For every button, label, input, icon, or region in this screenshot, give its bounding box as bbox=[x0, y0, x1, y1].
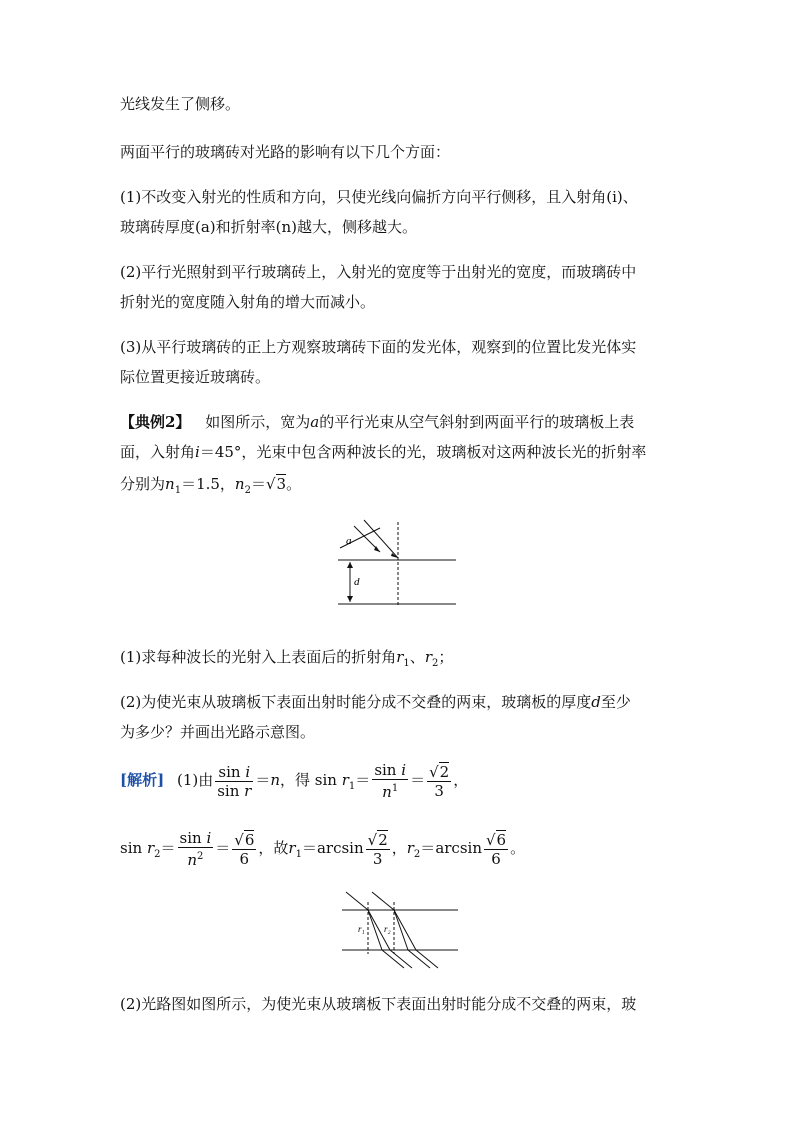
incident-ray-2 bbox=[364, 520, 398, 558]
den-3: 3 bbox=[372, 849, 383, 868]
item2-line-1: (2)平行光照射到平行玻璃砖上，入射光的宽度等于出射光的宽度，而玻璃砖中 bbox=[120, 263, 637, 281]
fraction-root6-6: $\frac{√6}{6}$ bbox=[234, 830, 255, 868]
var-r: r bbox=[341, 771, 349, 789]
example-text: ＝45°，光束中包含两种波长的光，玻璃板对这两种波长光的折射率 bbox=[199, 443, 647, 461]
var-i: i bbox=[206, 829, 212, 847]
example-line-2 bbox=[120, 436, 680, 468]
sub: 1 bbox=[295, 849, 302, 860]
var-r: r bbox=[424, 648, 432, 666]
var-r: r bbox=[396, 648, 404, 666]
n1-value: ＝1.5， bbox=[181, 475, 235, 493]
incident-ray-2 bbox=[372, 892, 394, 910]
sqrt-3: 3 bbox=[276, 475, 287, 493]
question-1 bbox=[120, 641, 680, 680]
item2-line-2: 折射光的宽度随入射角的增大而减小。 bbox=[120, 293, 376, 311]
sep: ， bbox=[453, 771, 469, 789]
sup: 1 bbox=[391, 783, 399, 794]
solution-text: (1)由 bbox=[176, 771, 214, 789]
arrowhead bbox=[347, 562, 353, 568]
solution-text: ，故 bbox=[258, 839, 289, 857]
var-a: a bbox=[310, 413, 320, 431]
sub: 1 bbox=[174, 485, 182, 496]
sin: sin bbox=[374, 761, 397, 779]
intro-line-2: 两面平行的玻璃砖对光路的影响有以下几个方面： bbox=[120, 143, 451, 161]
example-text: 如图所示，宽为 bbox=[205, 413, 311, 431]
eq: ＝ bbox=[160, 839, 176, 857]
fraction-sini-n1 bbox=[372, 761, 408, 801]
solution-line-1 bbox=[120, 760, 680, 807]
sqrt-2: 2 bbox=[439, 762, 450, 781]
period: 。 bbox=[510, 839, 526, 857]
var-n: n bbox=[382, 783, 392, 801]
solution-tag: [解析] bbox=[120, 771, 165, 789]
var-r: r bbox=[406, 839, 414, 857]
label-r2: r₂ bbox=[384, 924, 391, 934]
sin: sin bbox=[120, 839, 143, 857]
arcsin: arcsin bbox=[316, 839, 364, 857]
incident-ray-1 bbox=[346, 892, 368, 910]
var-d: d bbox=[591, 693, 601, 711]
den-6: 6 bbox=[239, 849, 250, 868]
sep: 、 bbox=[409, 648, 425, 666]
example-tag: 【典例2】 bbox=[120, 413, 191, 431]
figure-glass-slab bbox=[330, 518, 460, 610]
var-n1: n bbox=[165, 475, 175, 493]
period: 。 bbox=[286, 475, 302, 493]
example-text: 分别为 bbox=[120, 475, 166, 493]
label-d: d bbox=[354, 576, 360, 588]
var-n: n bbox=[187, 851, 198, 869]
sub: 2 bbox=[413, 849, 421, 860]
eq: ＝ bbox=[301, 839, 317, 857]
var-r: r bbox=[244, 781, 252, 800]
fraction-root2-3: $\frac{√2}{3}$ bbox=[367, 830, 388, 868]
sub: 1 bbox=[348, 781, 356, 792]
question-text: 至少 bbox=[600, 693, 631, 711]
var-n2: n bbox=[234, 475, 245, 493]
refracted-ray-2b bbox=[394, 910, 416, 950]
var-i: i bbox=[401, 761, 407, 779]
var-i: i bbox=[245, 762, 251, 781]
eq: ＝ bbox=[255, 771, 271, 789]
sub: 2 bbox=[244, 485, 251, 496]
sqrt-6: 6 bbox=[496, 830, 507, 849]
sup: 2 bbox=[197, 851, 204, 862]
item1-line-2: 玻璃砖厚度(a)和折射率(n)越大，侧移越大。 bbox=[120, 218, 418, 236]
fraction-sini-n2 bbox=[178, 829, 214, 869]
intro-line-1: 光线发生了侧移。 bbox=[120, 95, 241, 113]
arrowhead bbox=[347, 596, 353, 602]
label-a: a bbox=[346, 535, 352, 547]
example-line-3: 分别为$n_1=1.5$，$n_2=√3$。 bbox=[120, 475, 302, 496]
example-text: 的平行光束从空气斜射到两面平行的玻璃板上表 bbox=[319, 413, 635, 431]
sub: 1 bbox=[403, 658, 410, 669]
fraction-root2-3: $\frac{√2}{3}$ bbox=[429, 762, 450, 800]
sqrt-6: 6 bbox=[244, 830, 255, 849]
refracted-ray-1a bbox=[368, 910, 382, 950]
question-text: (2)为使光束从玻璃板下表面出射时能分成不交叠的两束，玻璃板的厚度 bbox=[120, 693, 592, 711]
fraction-root6-6: $\frac{√6}{6}$ bbox=[485, 830, 507, 868]
refracted-ray-2a bbox=[394, 910, 408, 950]
sep: ； bbox=[438, 648, 454, 666]
example-text: 面，入射角 bbox=[120, 443, 196, 461]
sep: ， bbox=[391, 839, 407, 857]
question-text: (1)求每种波长的光射入上表面后的折射角 bbox=[120, 648, 397, 666]
sqrt-2: 2 bbox=[378, 830, 388, 849]
den-3: 3 bbox=[434, 781, 444, 800]
question-2-line-2: 为多少？并画出光路示意图。 bbox=[120, 723, 316, 741]
sub: 2 bbox=[154, 849, 161, 860]
eq: ＝ bbox=[420, 839, 436, 857]
item1-line-1: (1)不改变入射光的性质和方向，只使光线向偏折方向平行侧移，且入射角(i)、 bbox=[120, 188, 638, 206]
var-r: r bbox=[146, 839, 155, 857]
fraction-sini-sinr bbox=[215, 763, 253, 800]
eq: ＝ bbox=[215, 839, 231, 857]
example-line-1 bbox=[120, 406, 680, 438]
sin: sin bbox=[179, 829, 202, 847]
eq: ＝ bbox=[250, 475, 266, 493]
label-r1: r₁ bbox=[358, 924, 365, 934]
den-6: 6 bbox=[491, 849, 501, 868]
figure-light-path bbox=[338, 888, 464, 972]
var-r: r bbox=[288, 839, 296, 857]
solution-line-2 bbox=[120, 828, 680, 875]
eq: ＝ bbox=[410, 771, 426, 789]
item3-line-1: (3)从平行玻璃砖的正上方观察玻璃砖下面的发光体，观察到的位置比发光体实 bbox=[120, 338, 637, 356]
question-2-line-1 bbox=[120, 686, 680, 718]
sub: 2 bbox=[431, 658, 439, 669]
sin: sin bbox=[217, 781, 240, 800]
item3-line-2: 际位置更接近玻璃砖。 bbox=[120, 368, 271, 386]
arcsin: arcsin bbox=[435, 839, 482, 857]
sin: sin bbox=[218, 762, 241, 781]
var-n: n bbox=[270, 771, 281, 789]
eq: ＝ bbox=[355, 771, 371, 789]
solution-text: ，得 sin bbox=[280, 771, 337, 789]
var-i: i bbox=[195, 443, 200, 461]
final-line: (2)光路图如图所示，为使光束从玻璃板下表面出射时能分成不交叠的两束，玻 bbox=[120, 995, 637, 1013]
